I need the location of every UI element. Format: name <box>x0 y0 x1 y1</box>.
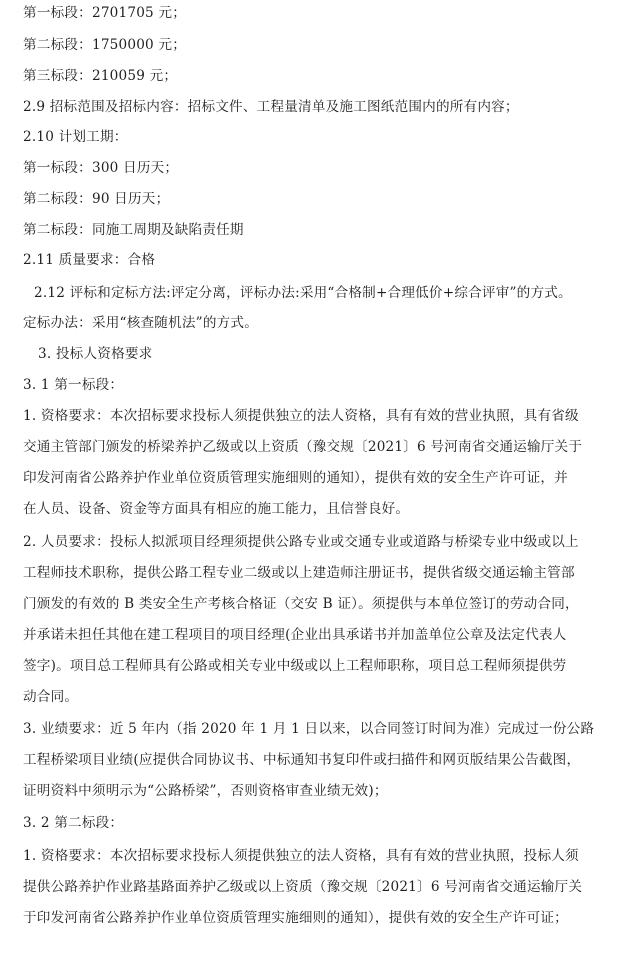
bid-section-2-price: 第二标段：1750000 元； <box>23 37 187 53</box>
item-2-12-award-method: 定标办法：采用“核查随机法”的方式。 <box>23 315 258 331</box>
item-2-10-schedule: 2.10 计划工期： <box>23 129 128 145</box>
section-3-2-heading: 3. 2 第二标段： <box>23 815 124 831</box>
s32-qualification-line-1: 1. 资格要求：本次招标要求投标人须提供独立的法人资格，具有有效的营业执照，投标人须 <box>23 848 579 864</box>
s31-staff-line-1: 2. 人员要求：投标人拟派项目经理须提供公路专业或交通专业或道路与桥梁专业中级或以上 <box>23 534 579 550</box>
section-3-1-heading: 3. 1 第一标段： <box>23 377 124 393</box>
s31-staff-line-6: 动合同。 <box>23 689 79 705</box>
bid-section-3-price: 第三标段：210059 元； <box>23 68 178 84</box>
s31-staff-line-5: 签字)。项目总工程师具有公路或相关专业中级或以上工程师职称，项目总工程师须提供劳 <box>23 658 567 674</box>
s31-qualification-line-3: 印发河南省公路养护作业单位资质管理实施细则的通知），提供有效的安全生产许可证，并 <box>23 470 568 486</box>
item-2-12-evaluation: 2.12 评标和定标方法:评定分离，评标办法:采用“合格制+合理低价+综合评审”的方式。 <box>34 285 572 301</box>
period-section-3: 第二标段：同施工周期及缺陷责任期 <box>23 222 244 238</box>
s31-performance-line-3: 证明资料中须明示为“公路桥梁”，否则资格审查业绩无效)； <box>23 783 388 799</box>
s31-staff-line-2: 工程师技术职称，提供公路工程专业二级或以上建造师注册证书，提供省级交通运输主管部 <box>23 565 575 581</box>
s31-qualification-line-4: 在人员、设备、资金等方面具有相应的施工能力，且信誉良好。 <box>23 501 410 517</box>
bid-section-1-price: 第一标段：2701705 元； <box>23 5 187 21</box>
s32-qualification-line-3: 于印发河南省公路养护作业单位资质管理实施细则的通知），提供有效的安全生产许可证； <box>23 910 568 926</box>
section-3-heading: 3. 投标人资格要求 <box>38 346 153 362</box>
s31-staff-line-4: 并承诺未担任其他在建工程项目的项目经理(企业出具承诺书并加盖单位公章及法定代表人 <box>23 627 567 643</box>
item-2-11-quality: 2.11 质量要求：合格 <box>23 252 156 268</box>
s32-qualification-line-2: 提供公路养护作业路基路面养护乙级或以上资质（豫交规〔2021〕6 号河南省交通运输厅关 <box>23 879 583 895</box>
period-section-1: 第一标段：300 日历天； <box>23 160 179 176</box>
s31-qualification-line-2: 交通主管部门颁发的桥梁养护乙级或以上资质（豫交规〔2021〕6 号河南省交通运输厅关于 <box>23 439 583 455</box>
item-2-9-scope: 2.9 招标范围及招标内容：招标文件、工程量清单及施工图纸范围内的所有内容； <box>23 99 519 115</box>
s31-staff-line-3: 门颁发的有效的 B 类安全生产考核合格证（交安 B 证）。须提供与本单位签订的劳动合同， <box>23 596 579 612</box>
s31-performance-line-2: 工程桥梁项目业绩(应提供合同协议书、中标通知书复印件或扫描件和网页版结果公告截图， <box>23 752 581 768</box>
s31-performance-line-1: 3. 业绩要求：近 5 年内（指 2020 年 1 月 1 日以来，以合同签订时间为准）完成过一份公路 <box>23 721 595 737</box>
period-section-2: 第二标段：90 日历天； <box>23 191 170 207</box>
s31-qualification-line-1: 1. 资格要求：本次招标要求投标人须提供独立的法人资格，具有有效的营业执照，具有省级 <box>23 408 579 424</box>
